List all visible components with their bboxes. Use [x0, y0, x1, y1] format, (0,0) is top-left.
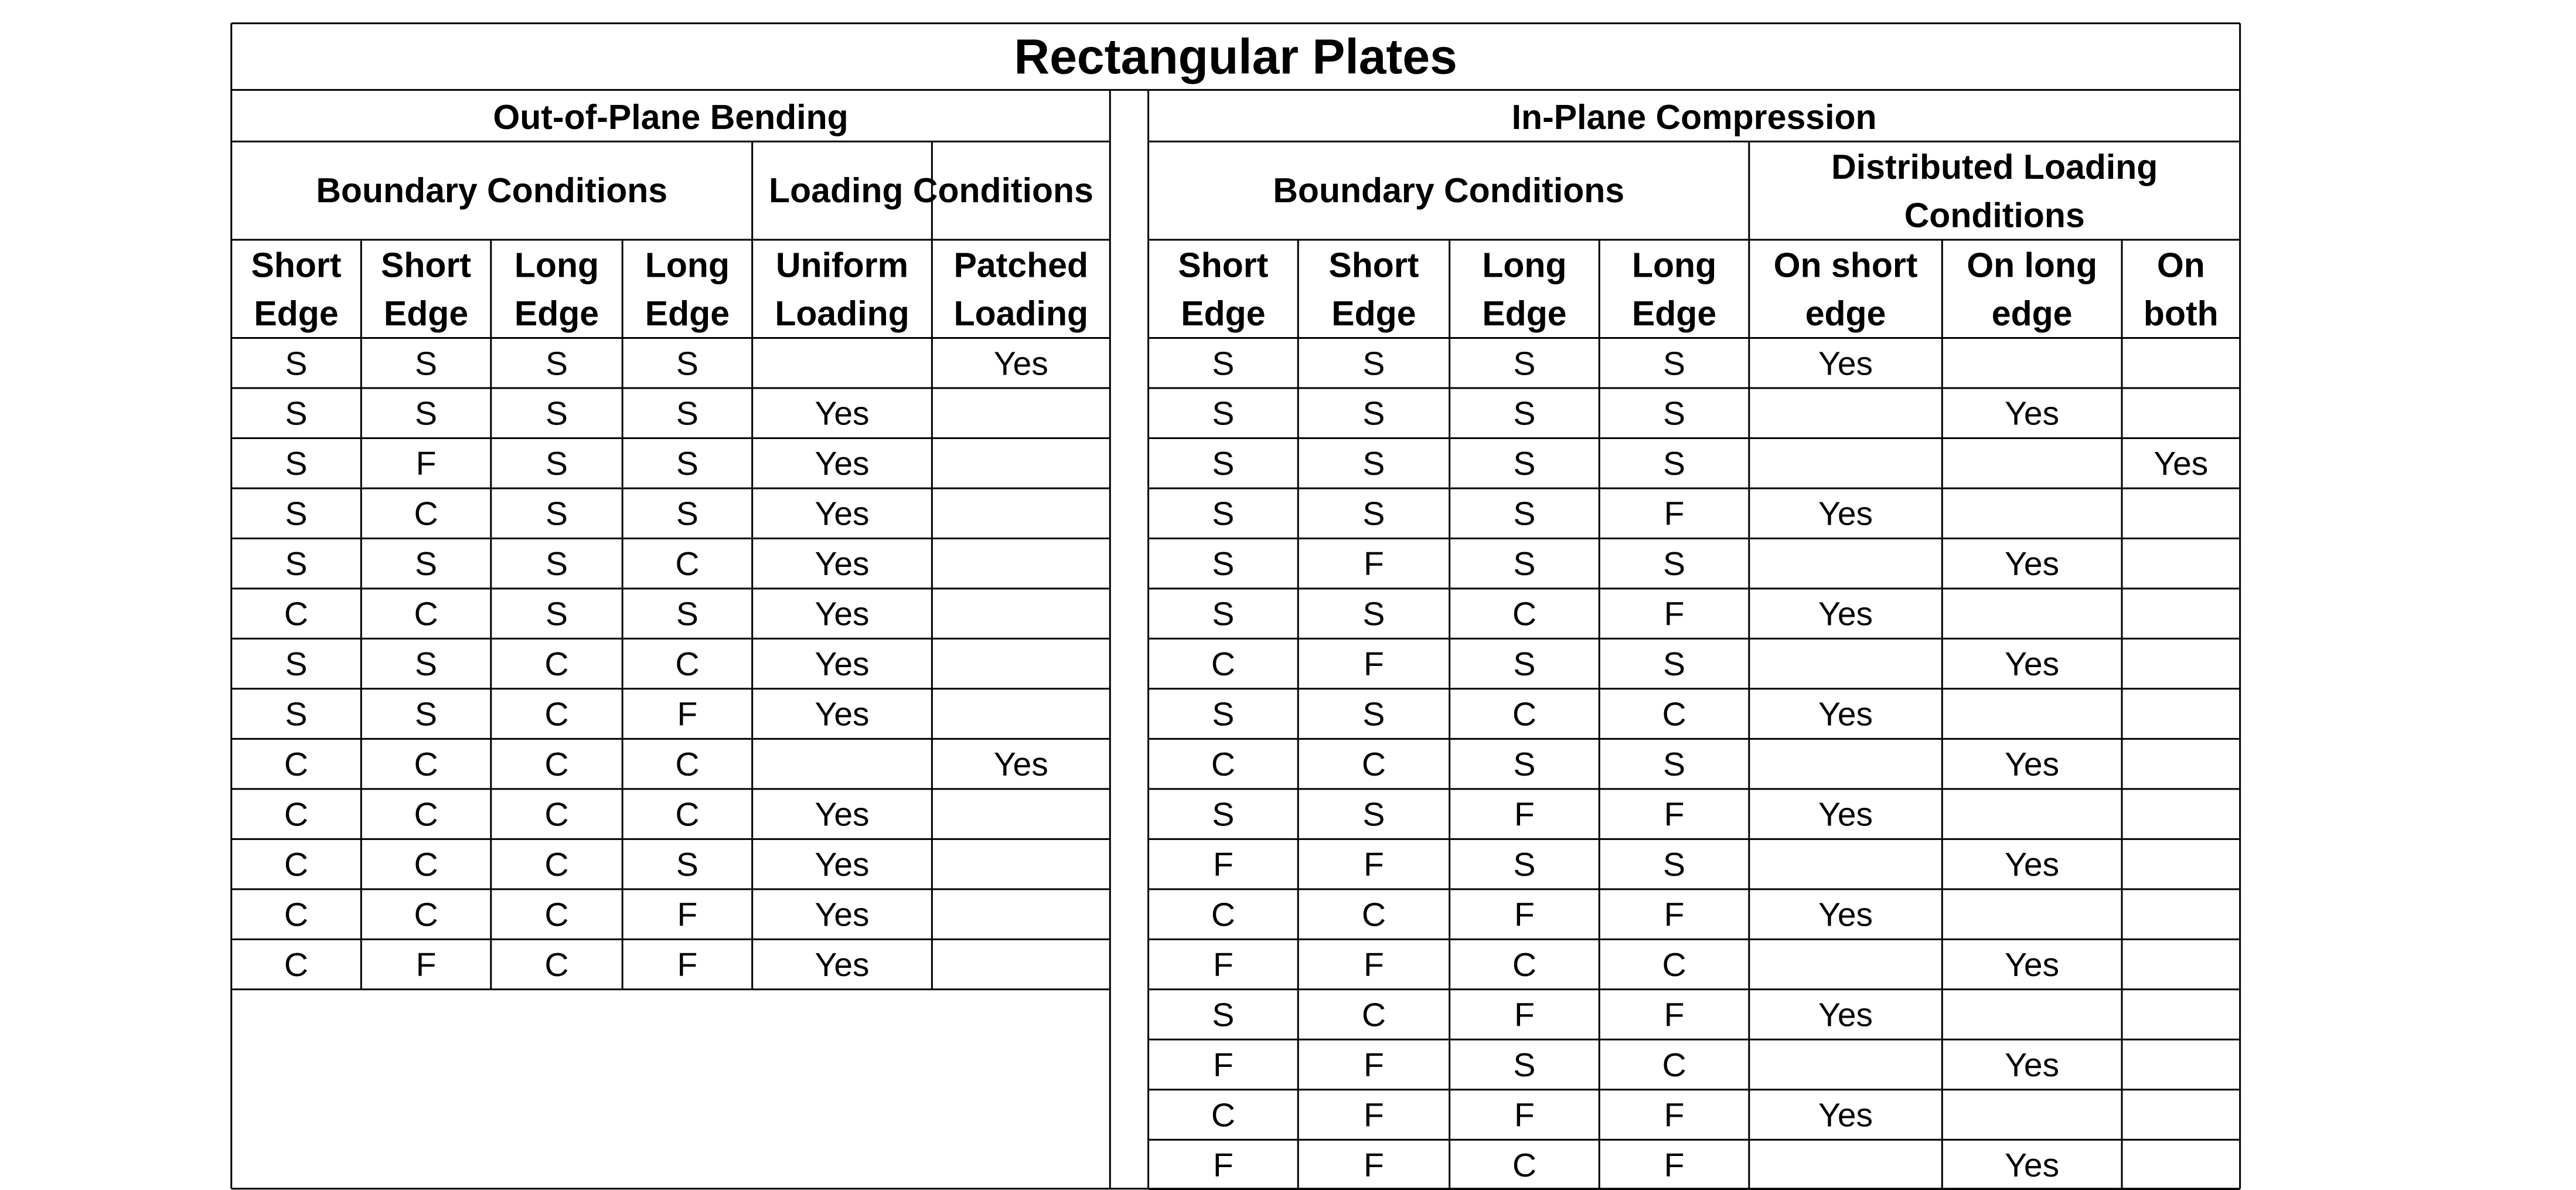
table-cell: F: [1212, 1147, 1234, 1185]
table-cell: F: [1514, 1096, 1535, 1134]
table-cell: S: [676, 846, 698, 884]
table-cell: Yes: [2005, 1147, 2060, 1185]
table-cell: C: [284, 746, 309, 784]
table-cell: S: [1212, 345, 1235, 383]
table-cell: F: [1212, 946, 1234, 984]
table-cell: F: [1364, 1147, 1384, 1185]
table-cell: C: [1512, 595, 1537, 633]
table-cell: S: [545, 345, 568, 383]
table-cell: S: [1513, 846, 1536, 884]
table-cell: Yes: [1818, 896, 1873, 934]
table-cell: S: [1362, 445, 1385, 483]
table-cell: Yes: [2005, 846, 2060, 884]
table-cell: S: [285, 545, 308, 583]
table-text: [251, 29, 2218, 1184]
column-header: Short: [381, 246, 472, 285]
table-cell: F: [1212, 1046, 1234, 1084]
table-cell: C: [544, 746, 569, 784]
table-cell: C: [1512, 946, 1537, 984]
table-cell: Yes: [2005, 645, 2060, 684]
table-cell: S: [1362, 595, 1385, 633]
table-cell: S: [545, 495, 568, 533]
table-cell: Yes: [815, 445, 870, 483]
table-cell: C: [1211, 645, 1235, 684]
table-cell: S: [285, 345, 308, 383]
table-cell: C: [1662, 1046, 1686, 1084]
table-cell: C: [675, 746, 700, 784]
table-cell: S: [1362, 495, 1385, 533]
table-cell: C: [414, 495, 438, 533]
table-cell: C: [414, 795, 438, 834]
table-cell: C: [284, 896, 309, 934]
column-header: Edge: [383, 294, 469, 333]
table-cell: C: [1211, 746, 1235, 784]
table-cell: S: [1362, 345, 1385, 383]
table-cell: Yes: [2005, 1046, 2060, 1084]
column-header: Edge: [645, 294, 730, 333]
table-cell: S: [415, 395, 438, 433]
table-cell: C: [284, 795, 309, 834]
table-cell: C: [1361, 746, 1386, 784]
table-cell: S: [1212, 996, 1235, 1034]
table-cell: C: [1512, 1147, 1537, 1185]
table-cell: C: [544, 695, 569, 733]
table-cell: Yes: [1818, 695, 1873, 733]
table-cell: F: [1364, 846, 1384, 884]
table-cell: Yes: [815, 495, 870, 533]
table-cell: F: [1664, 595, 1685, 633]
table-cell: F: [1514, 795, 1535, 834]
table-cell: S: [1362, 695, 1385, 733]
column-header: Patched: [953, 246, 1089, 285]
table-cell: C: [675, 645, 700, 684]
column-header: Edge: [1631, 294, 1717, 333]
table-cell: S: [676, 345, 698, 383]
compression-loading-title: Distributed Loading: [1831, 148, 2158, 186]
column-header: Edge: [254, 294, 339, 333]
table-cell: S: [285, 445, 308, 483]
column-header: Edge: [1331, 294, 1416, 333]
table-cell: C: [284, 846, 309, 884]
table-cell: Yes: [2005, 946, 2060, 984]
column-header: both: [2143, 294, 2219, 333]
table-cell: F: [677, 896, 698, 934]
table-cell: Yes: [2005, 746, 2060, 784]
table-cell: S: [545, 595, 568, 633]
table-cell: C: [1211, 1096, 1235, 1134]
bending-loading-title: Loading Conditions: [769, 171, 1093, 210]
table-cell: C: [1512, 695, 1537, 733]
table-cell: Yes: [1818, 345, 1873, 383]
table-cell: F: [1364, 1096, 1384, 1134]
table-cell: F: [677, 946, 698, 984]
table-cell: C: [544, 645, 569, 684]
column-header: Long: [1631, 246, 1717, 285]
table-cell: F: [1664, 1147, 1685, 1185]
bending-boundary-title: Boundary Conditions: [316, 171, 668, 210]
table-cell: Yes: [815, 846, 870, 884]
table-cell: F: [1212, 846, 1234, 884]
table-cell: S: [415, 645, 438, 684]
table-cell: S: [1513, 495, 1536, 533]
table-cell: S: [415, 695, 438, 733]
table-cell: F: [1364, 1046, 1384, 1084]
table-cell: S: [1513, 445, 1536, 483]
table-cell: S: [545, 395, 568, 433]
column-header: Loading: [953, 294, 1089, 333]
table-cell: C: [1211, 896, 1235, 934]
table-cell: S: [1362, 795, 1385, 834]
table-cell: S: [285, 395, 308, 433]
table-cell: S: [1212, 795, 1235, 834]
table-cell: C: [544, 896, 569, 934]
column-header: Long: [1482, 246, 1567, 285]
table-cell: Yes: [2154, 445, 2209, 483]
column-header: On long: [1967, 246, 2098, 285]
column-header: Edge: [1482, 294, 1567, 333]
table-cell: F: [1364, 946, 1384, 984]
table-cell: S: [1212, 495, 1235, 533]
table-cell: C: [284, 946, 309, 984]
page-title: Rectangular Plates: [1014, 29, 1457, 84]
table-cell: F: [1514, 996, 1535, 1034]
table-cell: C: [414, 846, 438, 884]
table-cell: F: [1664, 1096, 1685, 1134]
table-cell: Yes: [993, 746, 1048, 784]
table-cell: S: [285, 695, 308, 733]
table-cell: Yes: [1818, 495, 1873, 533]
table-cell: S: [1513, 345, 1536, 383]
table-cell: Yes: [815, 695, 870, 733]
table-cell: C: [1662, 946, 1686, 984]
column-header: Short: [1178, 246, 1269, 285]
table-cell: F: [677, 695, 698, 733]
table-cell: F: [1514, 896, 1535, 934]
table-cell: S: [676, 495, 698, 533]
column-header: Edge: [1181, 294, 1266, 333]
column-header: Long: [645, 246, 730, 285]
table-cell: F: [1664, 495, 1685, 533]
table-cell: Yes: [993, 345, 1048, 383]
table-cell: S: [1663, 445, 1686, 483]
column-header: Short: [251, 246, 342, 285]
table-cell: S: [285, 645, 308, 684]
table-cell: Yes: [1818, 1096, 1873, 1134]
table-cell: S: [415, 545, 438, 583]
table-cell: S: [545, 445, 568, 483]
table-cell: F: [1364, 545, 1384, 583]
table-cell: S: [1663, 645, 1686, 684]
table-cell: F: [415, 445, 437, 483]
table-cell: C: [284, 595, 309, 633]
column-header: On: [2156, 246, 2205, 285]
table-cell: S: [1212, 595, 1235, 633]
table-cell: S: [1212, 695, 1235, 733]
table-cell: Yes: [815, 946, 870, 984]
table-cell: F: [1364, 645, 1384, 684]
table-cell: F: [1664, 896, 1685, 934]
table-cell: S: [545, 545, 568, 583]
table-cell: C: [544, 846, 569, 884]
table-cell: S: [1513, 1046, 1536, 1084]
table-cell: C: [414, 595, 438, 633]
table-cell: S: [1513, 395, 1536, 433]
column-header: Edge: [514, 294, 599, 333]
table-cell: S: [676, 595, 698, 633]
bending-section-title: Out-of-Plane Bending: [493, 97, 849, 137]
table-cell: S: [1513, 645, 1536, 684]
table-cell: S: [1212, 445, 1235, 483]
table-cell: S: [415, 345, 438, 383]
table-cell: Yes: [815, 645, 870, 684]
table-cell: S: [285, 495, 308, 533]
table-cell: Yes: [1818, 595, 1873, 633]
table-cell: C: [544, 946, 569, 984]
table-cell: S: [1513, 545, 1536, 583]
table-cell: C: [675, 545, 700, 583]
compression-section-title: In-Plane Compression: [1511, 97, 1877, 137]
table-cell: C: [414, 896, 438, 934]
table-cell: S: [676, 395, 698, 433]
table-cell: Yes: [815, 795, 870, 834]
table-cell: Yes: [1818, 996, 1873, 1034]
table-cell: Yes: [815, 545, 870, 583]
table-cell: F: [1664, 795, 1685, 834]
table-cell: Yes: [1818, 795, 1873, 834]
compression-boundary-title: Boundary Conditions: [1273, 171, 1625, 210]
table-cell: S: [1212, 395, 1235, 433]
table-cell: S: [1663, 746, 1686, 784]
table-cell: C: [675, 795, 700, 834]
table-cell: S: [1663, 846, 1686, 884]
table-cell: S: [1362, 395, 1385, 433]
table-cell: F: [415, 946, 437, 984]
table-cell: Yes: [2005, 395, 2060, 433]
table-cell: Yes: [815, 395, 870, 433]
table-cell: C: [1662, 695, 1686, 733]
table-cell: S: [1663, 545, 1686, 583]
table-cell: S: [1663, 395, 1686, 433]
column-header: Short: [1328, 246, 1419, 285]
table-cell: F: [1664, 996, 1685, 1034]
compression-loading-title: Conditions: [1904, 196, 2085, 235]
column-header: Loading: [775, 294, 909, 333]
table-cell: S: [1513, 746, 1536, 784]
table-cell: Yes: [815, 896, 870, 934]
column-header: Uniform: [775, 246, 909, 285]
table-cell: Yes: [2005, 545, 2060, 583]
table-cell: C: [1361, 996, 1386, 1034]
column-header: On short: [1773, 246, 1918, 285]
table-cell: S: [1663, 345, 1686, 383]
column-header: edge: [1991, 294, 2073, 333]
table-cell: C: [1361, 896, 1386, 934]
table-cell: S: [676, 445, 698, 483]
table-cell: C: [414, 746, 438, 784]
table-cell: C: [544, 795, 569, 834]
column-header: Long: [514, 246, 599, 285]
table-cell: Yes: [815, 595, 870, 633]
table-cell: S: [1212, 545, 1235, 583]
column-header: edge: [1805, 294, 1886, 333]
